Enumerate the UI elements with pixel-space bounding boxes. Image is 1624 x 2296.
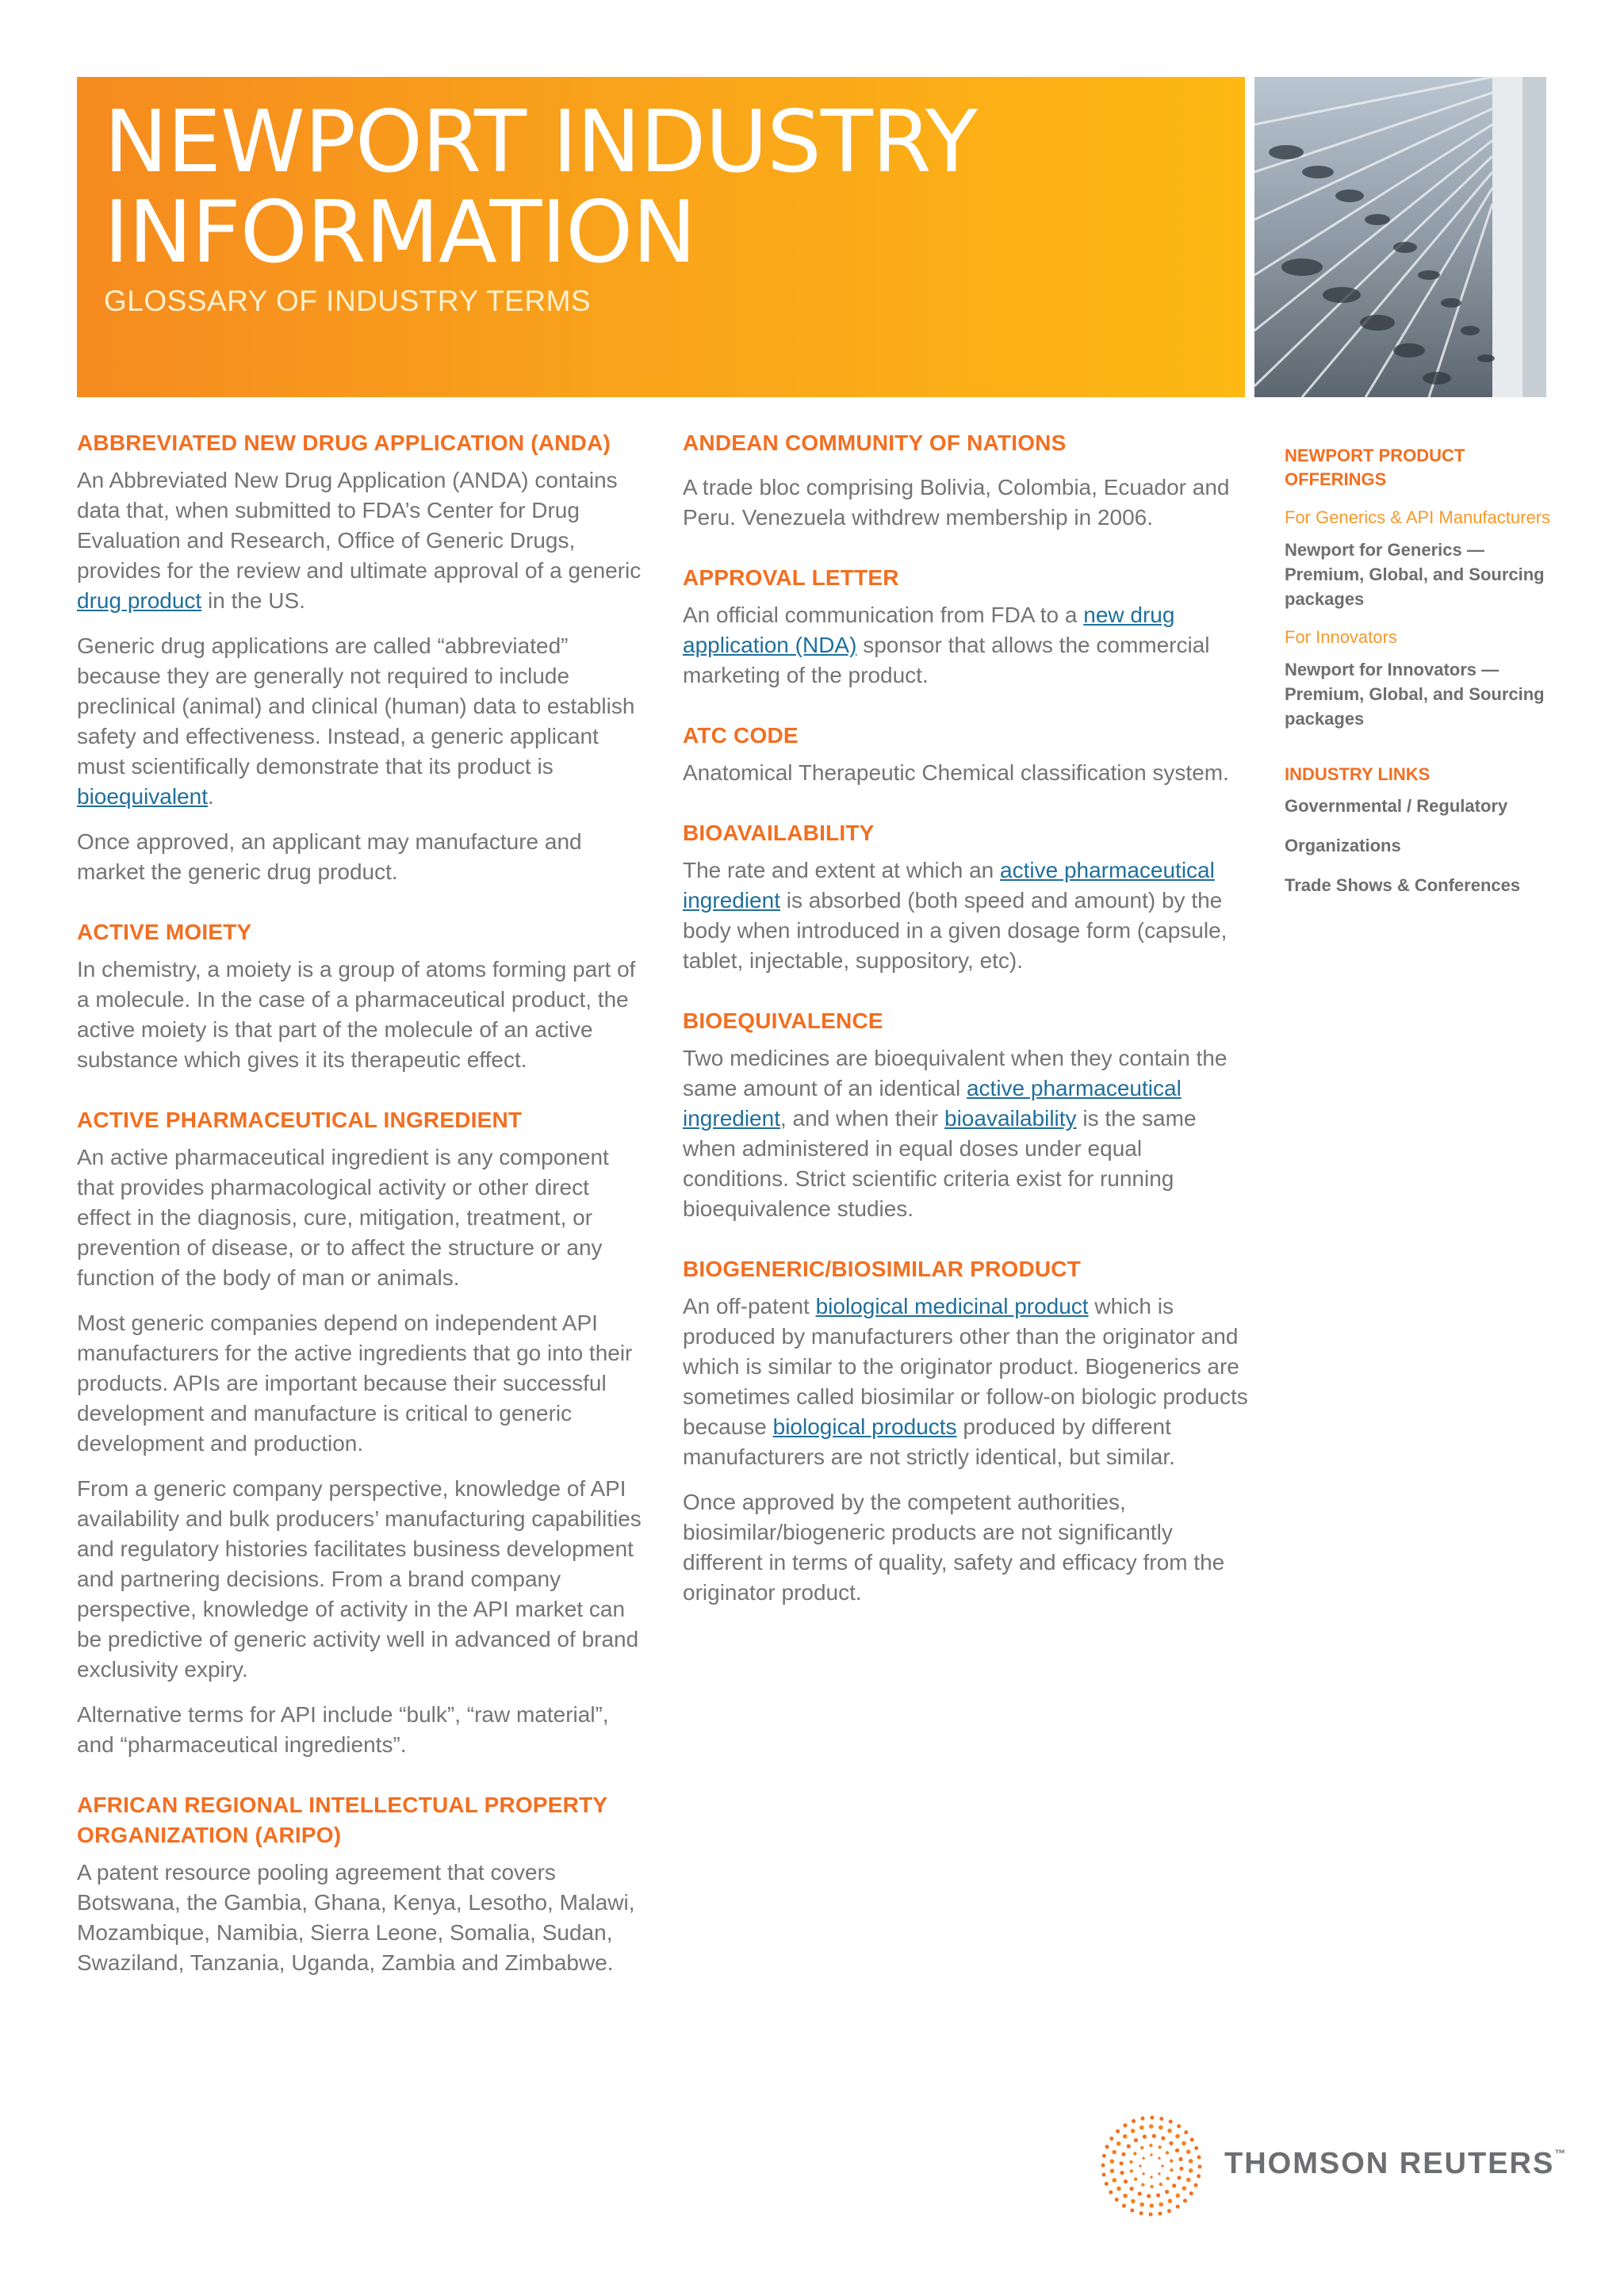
logo-dot: [1116, 2130, 1120, 2133]
logo-dot: [1189, 2159, 1193, 2164]
logo-dot: [1177, 2124, 1181, 2128]
entry-bioavailability: [683, 818, 1254, 976]
entry-approval-letter: [683, 563, 1254, 691]
definition-text: An off-patent: [683, 1294, 816, 1318]
logo-dot: [1182, 2186, 1187, 2191]
term-definition: [683, 600, 1254, 691]
logo-dot: [1116, 2187, 1121, 2191]
logo-dot: [1109, 2191, 1113, 2195]
logo-dot: [1166, 2151, 1169, 2154]
logo-dot: [1175, 2149, 1179, 2152]
entry-api: [77, 1105, 648, 1760]
sidebar-link-trade-shows[interactable]: Trade Shows & Conferences: [1285, 875, 1521, 895]
logo-dot: [1134, 2178, 1137, 2181]
logo-wordmark-text: THOMSON REUTERS: [1224, 2147, 1555, 2180]
logo-dot: [1143, 2134, 1147, 2138]
term-definition: [683, 1043, 1254, 1224]
logo-dot: [1197, 2156, 1201, 2160]
logo-dot: [1143, 2172, 1145, 2175]
logo-dot: [1121, 2152, 1125, 2156]
link-active-pharmaceutical-ingredient[interactable]: active pharmaceutical ingredient: [683, 1076, 1182, 1131]
term-paragraph: Once approved, an applicant may manufacture and market the generic drug product.: [77, 829, 582, 884]
link-biological-medicinal-product[interactable]: biological medicinal product: [815, 1294, 1089, 1318]
logo-dot: [1124, 2179, 1128, 2183]
logo-dot: [1186, 2178, 1191, 2183]
logo-dot: [1198, 2164, 1202, 2168]
logo-dot: [1159, 2183, 1162, 2186]
term-heading: ANDEAN COMMUNITY OF NATIONS: [683, 430, 1067, 455]
link-bioequivalent[interactable]: bioequivalent: [77, 784, 209, 809]
entry-aripo: [77, 1790, 648, 1978]
link-bioavailability[interactable]: bioavailability: [944, 1106, 1077, 1131]
logo-dot: [1138, 2191, 1142, 2195]
logo-dot: [1149, 2124, 1154, 2129]
term-heading: ATC CODE: [683, 723, 799, 748]
logo-dot: [1116, 2141, 1121, 2146]
entry-atc-code: [683, 721, 1254, 788]
definition-text: , and when their: [779, 1106, 945, 1131]
definition-text: Generic drug applications are called “abbreviated” because they are generally not required to include preclinical (animal) and clinical (human) data to establish safety and effectiveness. Instead, a generic applicant must scientifically demonstrate that its product is: [77, 633, 635, 779]
term-paragraph: Once approved by the competent authorities, biosimilar/biogeneric products are not significantly different in terms of quality, safety and efficacy from the originator product.: [683, 1490, 1225, 1605]
term-definition: Anatomical Therapeutic Chemical classification system.: [683, 760, 1229, 785]
logo-dot: [1150, 2116, 1154, 2120]
trademark-symbol: ™: [1554, 2147, 1566, 2160]
header-banner: [77, 77, 1245, 397]
logo-dot: [1156, 2193, 1160, 2197]
logo-dot: [1129, 2160, 1132, 2164]
logo-dot: [1197, 2174, 1201, 2178]
logo-dot: [1139, 2126, 1144, 2130]
logo-dot: [1150, 2185, 1153, 2188]
definition-text: Two medicines are bioequivalent when they contain the same amount of an identical: [683, 1046, 1228, 1100]
logo-dot: [1150, 2153, 1152, 2156]
term-definition: [683, 855, 1254, 976]
logo-dot: [1182, 2141, 1186, 2146]
logo-dot: [1149, 2213, 1153, 2217]
logo-dot: [1147, 2194, 1151, 2198]
page-subtitle: GLOSSARY OF INDUSTRY TERMS: [104, 285, 592, 317]
logo-dot: [1113, 2178, 1117, 2183]
sidebar-subheading-innovators: For Innovators: [1285, 627, 1397, 647]
logo-dot: [1140, 2146, 1143, 2149]
sidebar-item-newport-for-generics[interactable]: Newport for Generics — Premium, Global, and Sourcing packages: [1285, 540, 1545, 609]
term-heading: ABBREVIATED NEW DRUG APPLICATION (ANDA): [77, 430, 611, 455]
logo-dot: [1123, 2194, 1128, 2198]
logo-dot: [1134, 2138, 1138, 2142]
logo-dot: [1161, 2164, 1163, 2167]
logo-dot: [1149, 2144, 1152, 2147]
definition-text: is the same when administered in equal doses under equal conditions. Strict scientific criteria exist for running bioequivalence studies.: [683, 1106, 1197, 1221]
logo-dot: [1102, 2173, 1106, 2177]
bridge-photo: [1254, 77, 1546, 397]
logo-dot: [1194, 2146, 1198, 2150]
logo-dot: [1141, 2117, 1145, 2121]
sidebar-heading-industry-links: INDUSTRY LINKS: [1285, 764, 1431, 784]
logo-dot: [1141, 2183, 1144, 2187]
sidebar-link-organizations[interactable]: Organizations: [1285, 836, 1401, 855]
logo-dot: [1167, 2209, 1171, 2213]
glossary-column-left: [77, 428, 648, 2008]
logo-dot: [1112, 2150, 1116, 2155]
logo-dot: [1127, 2145, 1131, 2149]
term-heading: APPROVAL LETTER: [683, 565, 899, 590]
logo-dot: [1158, 2157, 1160, 2160]
entry-anda: [77, 428, 648, 887]
logo-dot: [1120, 2161, 1124, 2165]
logo-dot: [1170, 2168, 1173, 2172]
sidebar-link-governmental-regulatory[interactable]: Governmental / Regulatory: [1285, 796, 1508, 816]
logo-dot: [1105, 2182, 1109, 2186]
logo-dot: [1166, 2177, 1170, 2180]
logo-dot: [1190, 2137, 1194, 2141]
logo-dot: [1179, 2167, 1183, 2171]
term-heading: BIOGENERIC/BIOSIMILAR PRODUCT: [683, 1257, 1082, 1281]
term-heading: ACTIVE MOIETY: [77, 920, 252, 944]
term-definition: In chemistry, a moiety is a group of atoms forming part of a molecule. In the case of a pharmaceutical product, the active moiety is that part of the molecule of an active substance which gives it its therapeutic effect.: [77, 957, 636, 1072]
link-active-pharmaceutical-ingredient[interactable]: active pharmaceutical ingredient: [683, 858, 1215, 913]
logo-dot: [1139, 2164, 1141, 2167]
logo-dot: [1102, 2154, 1106, 2158]
bridge-cables-image: [1254, 77, 1546, 397]
logo-dot: [1139, 2211, 1143, 2215]
logo-dot: [1110, 2159, 1115, 2164]
logo-dot: [1120, 2171, 1124, 2175]
term-heading: BIOEQUIVALENCE: [683, 1008, 883, 1033]
logo-dot: [1152, 2134, 1156, 2138]
logo-dot: [1169, 2141, 1173, 2145]
term-heading: ACTIVE PHARMACEUTICAL INGREDIENT: [77, 1108, 523, 1132]
logo-dot: [1109, 2137, 1113, 2141]
term-definition: A patent resource pooling agreement that covers Botswana, the Gambia, Ghana, Kenya, Lesotho, Malawi, Mozambique, Namibia, Sierra Leone, Somalia, Sudan, Swaziland, Tanzania, Uganda, Zambia and Zimbabwe.: [77, 1860, 635, 1975]
logo-dot: [1172, 2183, 1176, 2187]
logo-dot: [1194, 2183, 1198, 2187]
logo-dot: [1130, 2209, 1134, 2213]
logo-dot: [1150, 2175, 1152, 2178]
definition-text: An Abbreviated New Drug Application (ANDA) contains data that, when submitted to FDA’s Center for Drug Evaluation and Research, Office of Generic Drugs, provides for the review and ultimate approval of a generic: [77, 468, 642, 583]
definition-text: produced by different manufacturers are not strictly identical, but similar.: [683, 1414, 1175, 1469]
logo-dot: [1168, 2198, 1173, 2203]
logo-dot: [1131, 2199, 1136, 2204]
logo-dot: [1131, 2129, 1136, 2133]
logo-dot: [1165, 2190, 1169, 2194]
logo-dot: [1130, 2169, 1133, 2172]
definition-text: sponsor that allows the commercial marketing of the product.: [683, 633, 1210, 687]
sidebar-subheading-generics: For Generics & API Manufacturers: [1285, 507, 1551, 527]
logo-dot: [1170, 2159, 1173, 2162]
link-drug-product[interactable]: drug product: [77, 588, 202, 613]
logo-dot: [1158, 2172, 1160, 2175]
logo-dot: [1105, 2145, 1109, 2149]
sidebar: [1285, 444, 1558, 897]
term-definition: [77, 465, 648, 616]
entry-bioequivalence: [683, 1006, 1254, 1224]
logo-dot: [1110, 2168, 1115, 2173]
definition-text: is absorbed (both speed and amount) by the body when introduced in a given dosage form (capsule, tablet, injectable, suppository, etc).: [683, 888, 1228, 973]
term-paragraph: Most generic companies depend on independent API manufacturers for the active ingredients that go into their products. APIs are important because their successful development and manufacture is critical to generic development and production.: [77, 1311, 633, 1456]
logo-dot: [1159, 2212, 1162, 2216]
term-paragraph: From a generic company perspective, knowledge of API availability and bulk producers’ manufacturing capabilities and regulatory histories facilitates business development and partnering decisions. From a brand company perspective, knowledge of activity in the API market can be predictive of generic activity well in advanced of brand exclusivity expiry.: [77, 1476, 642, 1682]
logo-dot: [1167, 2129, 1172, 2133]
logo-dot: [1177, 2175, 1181, 2179]
logo-dots-icon: [1096, 2110, 1207, 2221]
term-definition: A trade bloc comprising Bolivia, Colombia, Ecuador and Peru. Venezuela withdrew membership in 2006.: [683, 475, 1230, 530]
glossary-column-middle: [683, 428, 1254, 1638]
definition-text: The rate and extent at which an: [683, 858, 1001, 882]
definition-text: which is produced by manufacturers other than the originator and which is similar to the originator product. Biogenerics are sometimes called biosimilar or follow-on biologic products because: [683, 1294, 1248, 1439]
entry-andean: [683, 428, 1254, 533]
definition-text: .: [208, 784, 214, 809]
logo-dot: [1176, 2194, 1181, 2198]
logo-dot: [1149, 2203, 1154, 2208]
logo-dot: [1184, 2130, 1188, 2134]
logo-dot: [1176, 2205, 1180, 2209]
logo-dot: [1183, 2198, 1187, 2202]
logo-dot: [1161, 2136, 1165, 2140]
logo-dot: [1101, 2164, 1105, 2168]
logo-dot: [1159, 2117, 1163, 2121]
logo-dot: [1115, 2198, 1119, 2202]
entry-active-moiety: [77, 917, 648, 1075]
page-title: NEWPORT INDUSTRY INFORMATION: [104, 93, 977, 282]
logo-dot: [1132, 2119, 1136, 2123]
definition-text: in the US.: [201, 588, 305, 613]
logo-dot: [1143, 2157, 1145, 2160]
term-heading: BIOAVAILABILITY: [683, 821, 875, 845]
logo-dot: [1178, 2157, 1182, 2161]
logo-dot: [1189, 2191, 1193, 2195]
logo-dot: [1133, 2152, 1136, 2155]
logo-dot: [1123, 2134, 1128, 2139]
definition-text: An official communication from FDA to a: [683, 603, 1084, 627]
logo-wordmark: [1224, 2147, 1565, 2181]
logo-dot: [1175, 2134, 1180, 2139]
link-biological-products[interactable]: biological products: [772, 1414, 957, 1439]
entry-biogeneric: [683, 1254, 1254, 1608]
logo-dot: [1189, 2168, 1193, 2173]
logo-dot: [1186, 2149, 1191, 2154]
logo-dot: [1169, 2120, 1173, 2124]
sidebar-heading-offerings: NEWPORT PRODUCT OFFERINGS: [1285, 446, 1465, 489]
logo-dot: [1123, 2123, 1127, 2127]
term-paragraph: [77, 631, 648, 812]
logo-dot: [1159, 2145, 1162, 2149]
term-definition: An active pharmaceutical ingredient is any component that provides pharmacological activity or other direct effect in the diagnosis, cure, mitigation, treatment, or prevention of disease, or to affect the structure or any function of the body of man or animals.: [77, 1145, 609, 1290]
thomson-reuters-logo: [1096, 2110, 1566, 2221]
sidebar-item-newport-for-innovators[interactable]: Newport for Innovators — Premium, Global, and Sourcing packages: [1285, 660, 1545, 729]
term-heading: AFRICAN REGIONAL INTELLECTUAL PROPERTY ORGANIZATION (ARIPO): [77, 1793, 607, 1847]
logo-dot: [1159, 2202, 1163, 2207]
logo-dot: [1139, 2202, 1144, 2207]
logo-dot: [1130, 2187, 1134, 2191]
logo-dot: [1159, 2126, 1163, 2130]
link-new-drug-application[interactable]: new drug application (NDA): [683, 603, 1175, 657]
term-paragraph: Alternative terms for API include “bulk”, “raw material”, and “pharmaceutical ingredients”.: [77, 1702, 609, 1757]
logo-dot: [1122, 2204, 1126, 2208]
term-definition: [683, 1292, 1254, 1472]
